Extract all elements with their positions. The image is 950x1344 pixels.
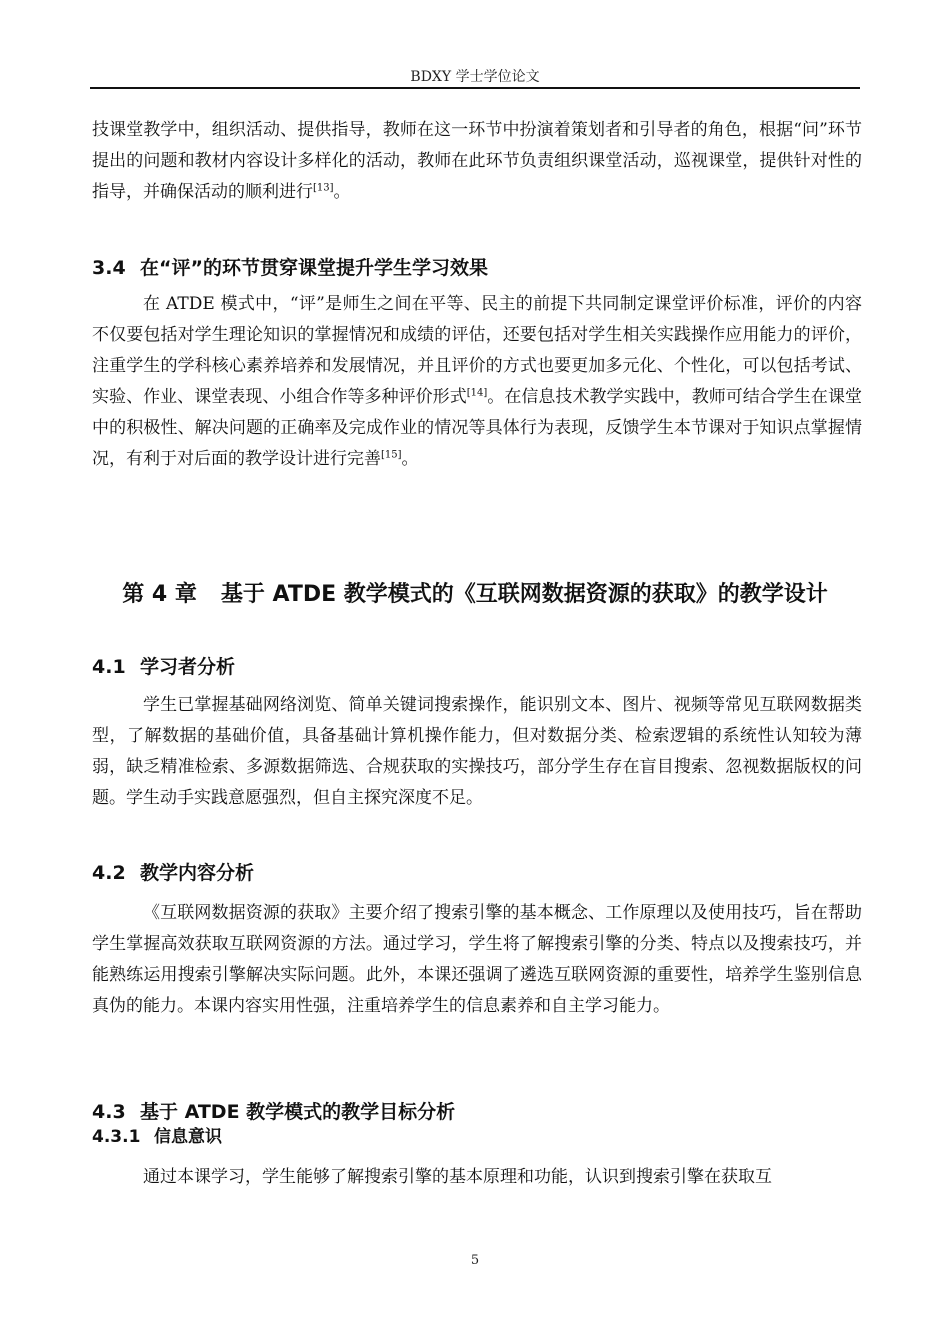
section-number: 4.3 — [92, 1101, 126, 1123]
paragraph-text: 技课堂教学中，组织活动、提供指导，教师在这一环节中扮演着策划者和引导者的角色，根据“问”环节提出的问题和教材内容设计多样化的活动，教师在此环节负责组织课堂活动，巡视课堂，提供针对性的指导，并确保活动的顺利进行 — [92, 120, 862, 202]
subsection-heading-4-3-1 — [92, 1122, 222, 1147]
paragraph-text: 在 ATDE 模式中，“评”是师生之间在平等、民主的前提下共同制定课堂评价标准，评价的内容不仅要包括对学生理论知识的掌握情况和成绩的评估，还要包括对学生相关实践操作应用能力的评价，注重学生的学科核心素养培养和发展情况，并且评价的方式也要更加多元化、个性化，可以包括考试、实验、作业、课堂表现、小组合作等多种评价形式 — [92, 294, 862, 407]
citation-ref: [15] — [381, 449, 402, 461]
subsection-number: 4.3.1 — [92, 1127, 141, 1147]
paragraph-tail: 。 — [401, 449, 419, 469]
running-header: BDXY 学士学位论文 — [410, 69, 540, 85]
paragraph-text: 通过本课学习，学生能够了解搜索引擎的基本原理和功能，认识到搜索引擎在获取互 — [143, 1167, 772, 1187]
section-title: 在“评”的环节贯穿课堂提升学生学习效果 — [140, 257, 488, 279]
paragraph-learner-analysis — [92, 690, 862, 814]
chapter-number: 第 4 章 — [122, 582, 197, 607]
section-heading-3-4 — [92, 253, 488, 280]
section-title: 学习者分析 — [140, 656, 236, 678]
paragraph-content-analysis — [92, 898, 862, 1022]
chapter-heading — [0, 577, 950, 608]
paragraph-continuation — [92, 115, 862, 208]
section-title: 基于 ATDE 教学模式的教学目标分析 — [140, 1101, 456, 1123]
section-heading-4-3 — [92, 1097, 455, 1124]
citation-ref: [13] — [313, 182, 334, 194]
citation-ref: [14] — [466, 387, 488, 399]
section-number: 4.2 — [92, 862, 126, 884]
paragraph-tail: 。 — [333, 182, 351, 202]
section-title: 教学内容分析 — [140, 862, 255, 884]
section-number: 4.1 — [92, 656, 126, 678]
section-heading-4-1 — [92, 652, 235, 679]
chapter-title: 基于 ATDE 教学模式的《互联网数据资源的获取》的教学设计 — [220, 582, 828, 607]
header-divider — [90, 87, 860, 89]
section-number: 3.4 — [92, 257, 126, 279]
section-heading-4-2 — [92, 858, 254, 885]
page-number: 5 — [470, 1253, 480, 1268]
paragraph-text: 学生已掌握基础网络浏览、简单关键词搜索操作，能识别文本、图片、视频等常见互联网数据类型，了解数据的基础价值，具备基础计算机操作能力，但对数据分类、检索逻辑的系统性认知较为薄弱，缺乏精准检索、多源数据筛选、合规获取的实操技巧，部分学生存在盲目搜索、忽视数据版权的问题。学生动手实践意愿强烈，但自主探究深度不足。 — [92, 695, 862, 808]
paragraph-evaluation — [92, 289, 862, 475]
subsection-title: 信息意识 — [154, 1127, 222, 1147]
paragraph-text: 《互联网数据资源的获取》主要介绍了搜索引擎的基本概念、工作原理以及使用技巧，旨在帮助学生掌握高效获取互联网资源的方法。通过学习，学生将了解搜索引擎的分类、特点以及搜索技巧，并能熟练运用搜索引擎解决实际问题。此外，本课还强调了遴选互联网资源的重要性，培养学生鉴别信息真伪的能力。本课内容实用性强，注重培养学生的信息素养和自主学习能力。 — [92, 903, 862, 1016]
paragraph-text-mid: 。在信息技术教学实践中，教师可结合学生在课堂中的积极性、解决问题的正确率及完成作业的情况等具体行为表现，反馈学生本节课对于知识点掌握情况，有利于对后面的教学设计进行完善 — [92, 387, 862, 469]
paragraph-information-awareness — [92, 1162, 862, 1193]
